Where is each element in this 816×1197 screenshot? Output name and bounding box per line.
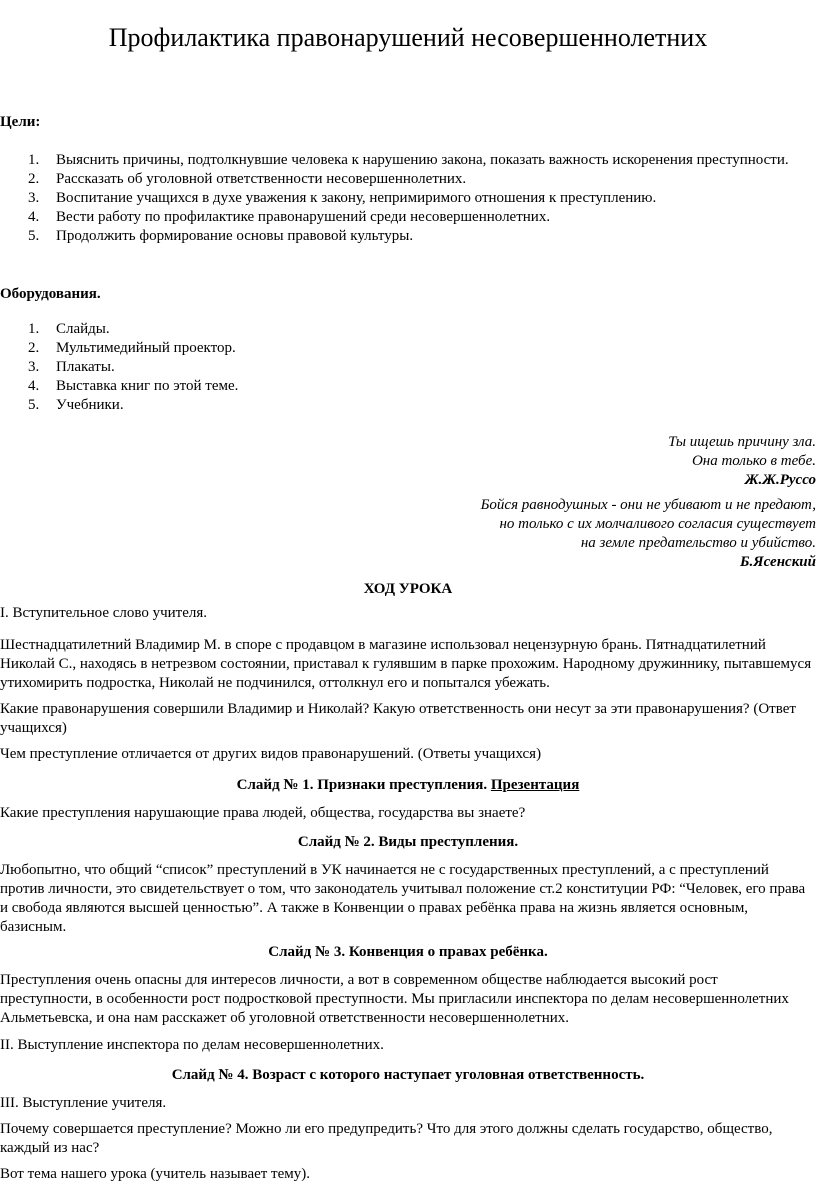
slide-3-heading: Слайд № 3. Конвенция о правах ребёнка. bbox=[268, 944, 548, 960]
paragraph-question: Какие правонарушения совершили Владимир и Николай? Какую ответственность они несут за эти правонарушения? (Ответ учащихся) bbox=[0, 701, 796, 736]
epigraph-author: Б.Ясенский bbox=[739, 554, 816, 570]
slide-1-title: Слайд № 1. Признаки преступления. bbox=[236, 777, 488, 793]
slide-2-heading: Слайд № 2. Виды преступления. bbox=[297, 834, 519, 850]
epigraph-author: Ж.Ж.Руссо bbox=[744, 472, 816, 488]
slide-1-heading bbox=[0, 776, 816, 795]
list-item: 3. Плакаты. bbox=[28, 359, 115, 375]
epigraph-yasensky bbox=[396, 496, 816, 572]
page-title: Профилактика правонарушений несовершеннолетних bbox=[108, 23, 708, 52]
paragraph-why-crime: Почему совершается преступление? Можно ли его предупредить? Что для этого должны сделать государство, общество, каждый из нас? bbox=[0, 1121, 773, 1156]
list-item: 2. Мультимедийный проектор. bbox=[28, 340, 236, 356]
paragraph-criminal-code: Любопытно, что общий “список” преступлений в УК начинается не с государственных преступлений, а с преступлений против личности, это свидетельствует о том, что законодатель учитывал положение ст.2 конституции РФ: “Человек, его права и свобода являются высшей ценностью”. А также в Конвенции о правах ребёнка права на жизнь является основным, базисным. bbox=[0, 862, 806, 935]
epigraph-rousseau bbox=[396, 433, 816, 490]
lesson-heading: ХОД УРОКА bbox=[363, 581, 453, 597]
equipment-heading: Оборудования. bbox=[0, 286, 101, 302]
epigraph-line: но только с их молчаливого согласия существует bbox=[499, 516, 816, 532]
list-item: 1. Выяснить причины, подтолкнувшие человека к нарушению закона, показать важность искоренения преступности. bbox=[28, 152, 789, 168]
epigraph-line: Бойся равнодушных - они не убивают и не предают, bbox=[480, 497, 816, 513]
list-item: 3. Воспитание учащихся в духе уважения к закону, непримиримого отношения к преступлению. bbox=[28, 190, 657, 206]
list-item: 2. Рассказать об уголовной ответственности несовершеннолетних. bbox=[28, 171, 467, 187]
equipment-list bbox=[0, 320, 790, 415]
goals-heading: Цели: bbox=[0, 114, 41, 130]
section-intro: I. Вступительное слово учителя. bbox=[0, 605, 208, 621]
paragraph-rights: Какие преступления нарушающие права людей, общества, государства вы знаете? bbox=[0, 805, 526, 821]
epigraph-line: Она только в тебе. bbox=[691, 453, 816, 469]
section-teacher: III. Выступление учителя. bbox=[0, 1095, 167, 1111]
paragraph-topic: Вот тема нашего урока (учитель называет тему). bbox=[0, 1166, 311, 1182]
epigraph-line: на земле предательство и убийство. bbox=[580, 535, 816, 551]
section-inspector: II. Выступление инспектора по делам несовершеннолетних. bbox=[0, 1037, 384, 1053]
paragraph-case: Шестнадцатилетний Владимир М. в споре с продавцом в магазине использовал нецензурную брань. Пятнадцатилетний Николай С., находясь в нетрезвом состоянии, приставал к гулявшим в парке прохожим. Народному дружиннику, пытавшемуся утихомирить подростка, Николай не подчинился, оттолкнул его и попытался убежать. bbox=[0, 637, 812, 691]
list-item: 1. Слайды. bbox=[28, 321, 110, 337]
paragraph-inspector: Преступления очень опасны для интересов личности, а вот в современном обществе наблюдается высокий рост преступности, в особенности рост подростковой преступности. Мы пригласили инспектора по делам несовершеннолетних Альметьевска, и она нам расскажет об уголовной ответственности несовершеннолетних. bbox=[0, 972, 789, 1026]
list-item: 4. Выставка книг по этой теме. bbox=[28, 378, 239, 394]
epigraph-line: Ты ищешь причину зла. bbox=[668, 434, 816, 450]
list-item: 4. Вести работу по профилактике правонарушений среди несовершеннолетних. bbox=[28, 209, 551, 225]
presentation-link[interactable]: Презентация bbox=[490, 777, 580, 793]
list-item: 5. Учебники. bbox=[28, 397, 124, 413]
goals-list bbox=[0, 151, 790, 246]
list-item: 5. Продолжить формирование основы правовой культуры. bbox=[28, 228, 414, 244]
slide-4-heading: Слайд № 4. Возраст с которого наступает уголовная ответственность. bbox=[171, 1067, 645, 1083]
paragraph-difference: Чем преступление отличается от других видов правонарушений. (Ответы учащихся) bbox=[0, 746, 542, 762]
